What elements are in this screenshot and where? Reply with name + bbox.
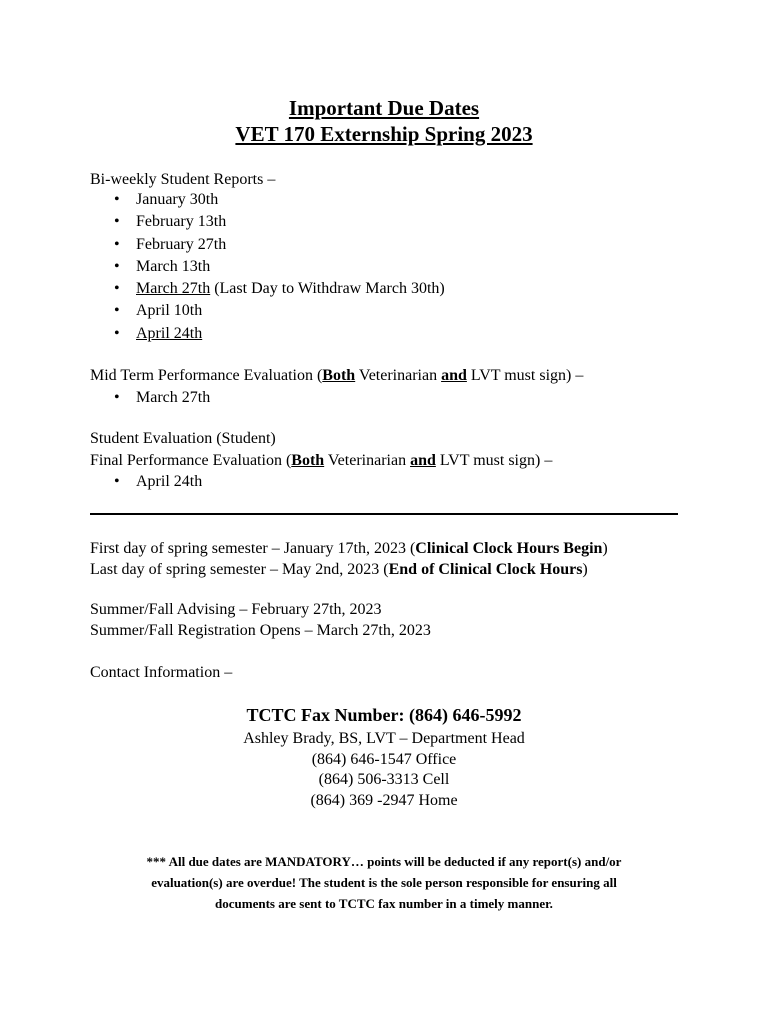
cell-phone: (864) 506-3313 Cell bbox=[318, 771, 450, 788]
first-day-line: First day of spring semester – January 17th, 2023 (Clinical Clock Hours Begin) bbox=[90, 540, 608, 557]
contact-name: Ashley Brady, BS, LVT – Department Head bbox=[243, 730, 525, 747]
list-item: • April 24th bbox=[114, 472, 202, 494]
reports-heading: Bi-weekly Student Reports – bbox=[90, 171, 276, 188]
list-item: • March 13th bbox=[114, 257, 445, 279]
mandatory-notice bbox=[90, 851, 678, 914]
reports-list bbox=[114, 190, 445, 346]
list-item: • January 30th bbox=[114, 190, 445, 212]
list-item: • February 13th bbox=[114, 212, 445, 234]
title-line-1: Important Due Dates bbox=[288, 96, 480, 120]
list-item: • April 24th bbox=[114, 324, 445, 346]
office-phone: (864) 646-1547 Office bbox=[311, 751, 457, 768]
notice-line-2: evaluation(s) are overdue! The student is the sole person responsible for ensuring all bbox=[151, 875, 617, 890]
list-item: • March 27th bbox=[114, 388, 210, 410]
notice-line-1: *** All due dates are MANDATORY… points will be deducted if any report(s) and/or bbox=[146, 854, 622, 869]
midterm-list bbox=[114, 388, 210, 410]
registration-line: Summer/Fall Registration Opens – March 27th, 2023 bbox=[90, 622, 431, 639]
advising-line: Summer/Fall Advising – February 27th, 2023 bbox=[90, 601, 382, 618]
last-day-line: Last day of spring semester – May 2nd, 2023 (End of Clinical Clock Hours) bbox=[90, 561, 588, 578]
notice-line-3: documents are sent to TCTC fax number in a timely manner. bbox=[215, 896, 553, 911]
final-list bbox=[114, 472, 202, 494]
fax-number: TCTC Fax Number: (864) 646-5992 bbox=[246, 705, 522, 725]
student-evaluation-line: Student Evaluation (Student) bbox=[90, 430, 276, 447]
home-phone: (864) 369 -2947 Home bbox=[310, 792, 458, 809]
list-item: • March 27th (Last Day to Withdraw March 30th) bbox=[114, 279, 445, 301]
final-eval-heading: Final Performance Evaluation (Both Veterinarian and LVT must sign) – bbox=[90, 452, 553, 469]
title-line-2: VET 170 Externship Spring 2023 bbox=[235, 122, 533, 146]
list-item: • April 10th bbox=[114, 301, 445, 323]
contact-heading: Contact Information – bbox=[90, 664, 233, 681]
list-item: • February 27th bbox=[114, 235, 445, 257]
horizontal-divider bbox=[90, 513, 678, 515]
midterm-heading: Mid Term Performance Evaluation (Both Veterinarian and LVT must sign) – bbox=[90, 367, 584, 384]
